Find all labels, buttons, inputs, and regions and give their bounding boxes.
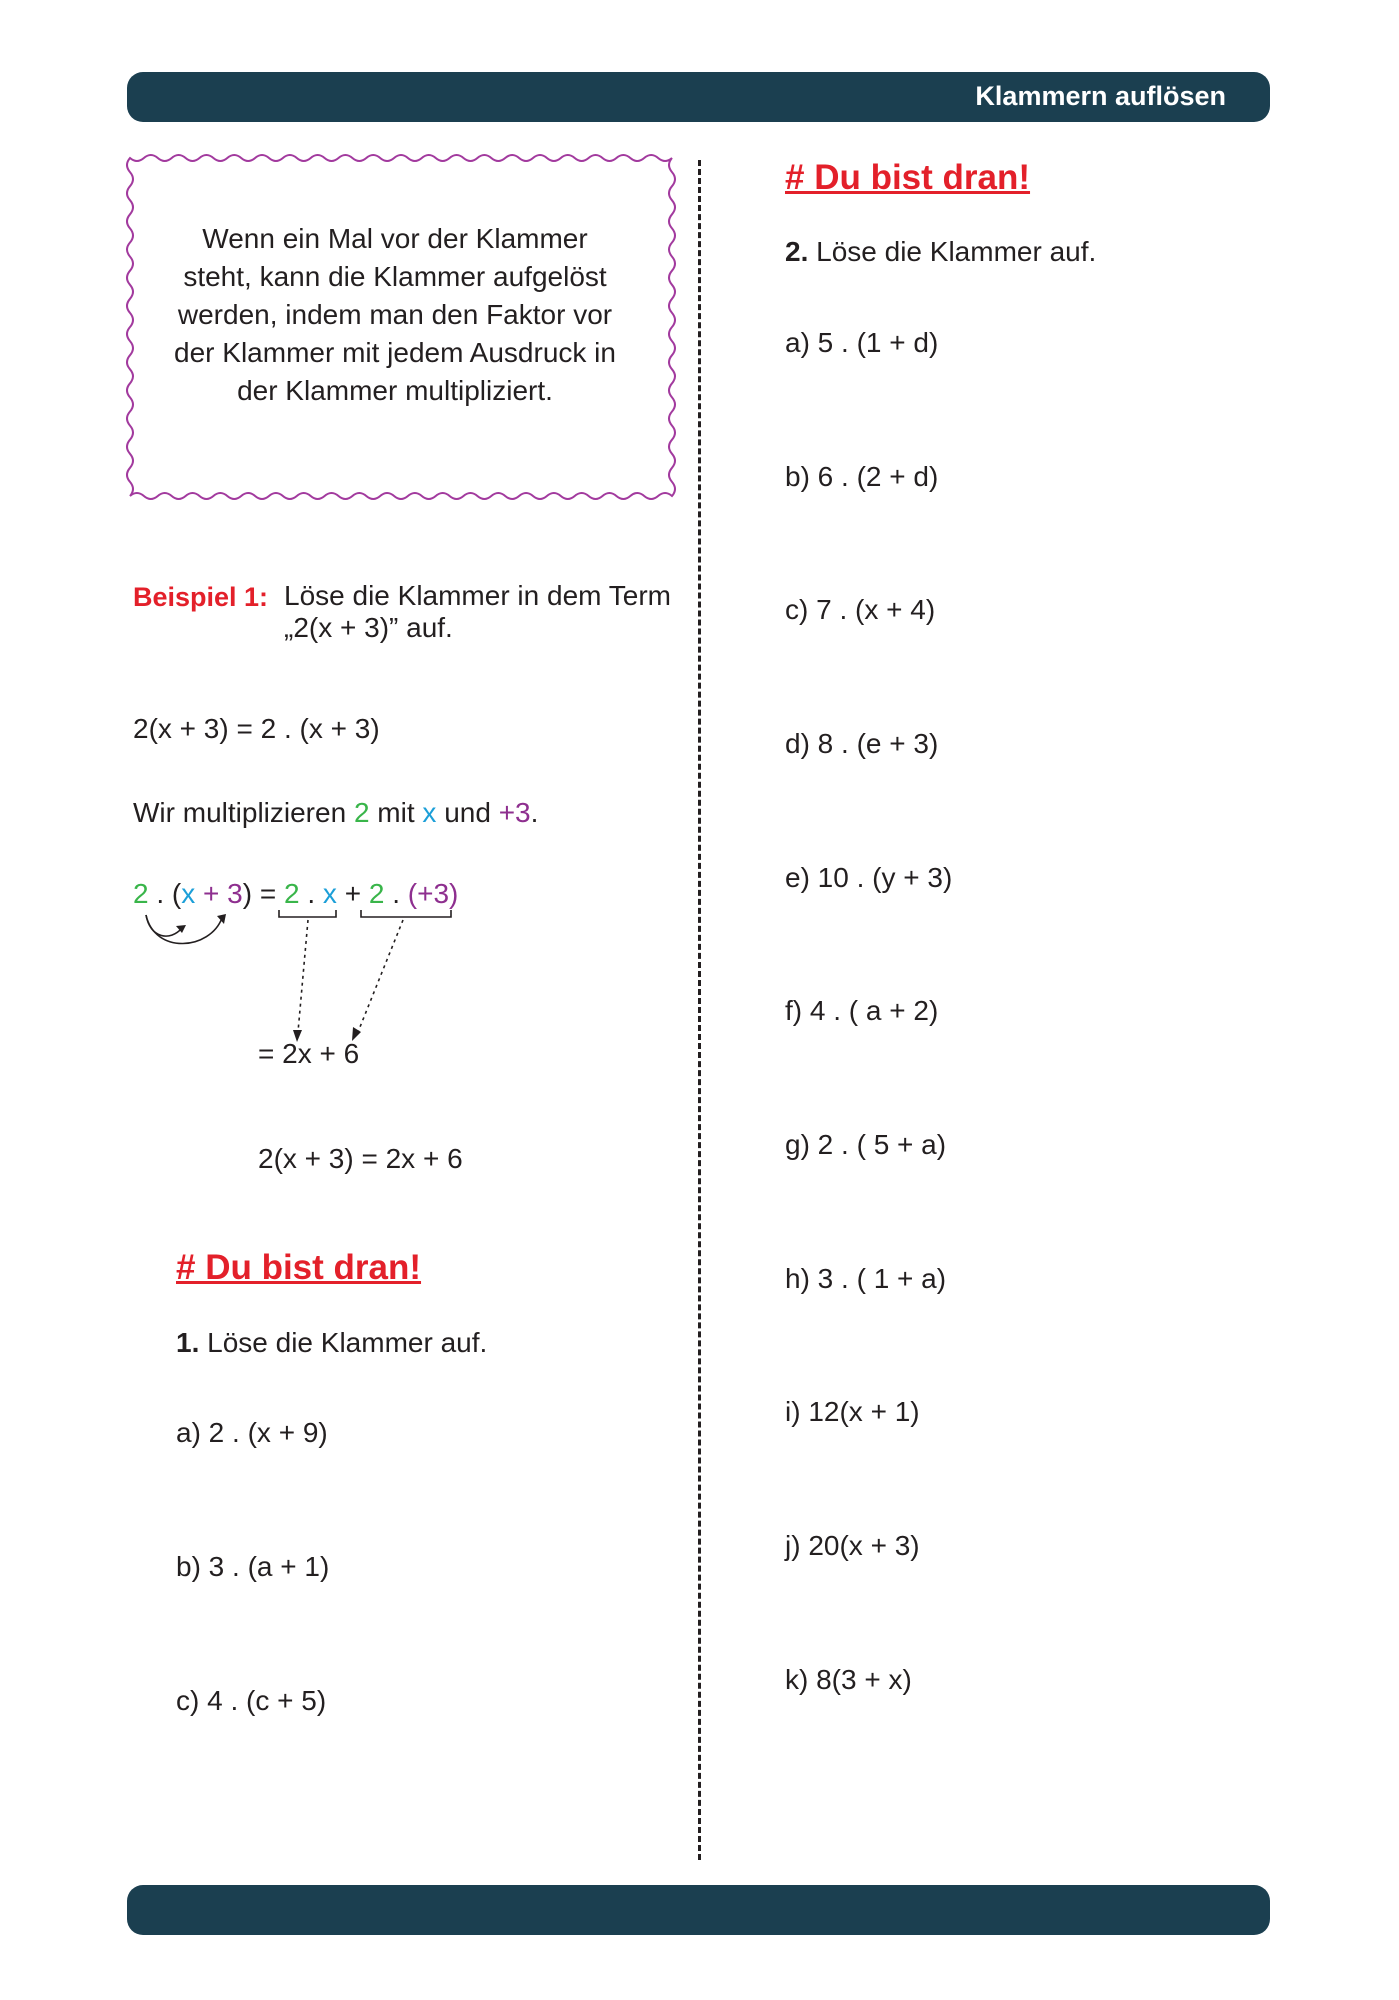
section1-heading: # Du bist dran! — [176, 1248, 422, 1287]
mult-period: . — [530, 797, 539, 828]
exp-rhs-factor: 2 — [368, 878, 385, 909]
example-result1: = 2x + 6 — [258, 1038, 360, 1069]
section1-item-b: b) 3 . (a + 1) — [176, 1551, 330, 1582]
mult-text-und: und — [444, 797, 491, 828]
section2-item-e: e) 10 . (y + 3) — [785, 862, 953, 893]
bracket-right — [361, 910, 451, 917]
section2-item-h: h) 3 . ( 1 + a) — [785, 1263, 947, 1294]
exp-mid-plus: + — [344, 878, 362, 909]
exp-const: 3 — [227, 878, 243, 909]
mult-term: +3 — [498, 797, 531, 828]
mult-text-part1: Wir multiplizieren — [133, 797, 347, 828]
dotted-arrow-right — [358, 920, 403, 1032]
exp-lhs-factor: 2 — [284, 878, 300, 909]
mult-variable: x — [422, 797, 437, 828]
section2-item-i: i) 12(x + 1) — [785, 1396, 920, 1427]
example-step1: 2(x + 3) = 2 . (x + 3) — [133, 713, 380, 744]
dotted-arrow-left — [298, 920, 308, 1032]
section1-task — [176, 1327, 487, 1359]
curved-arrow-to-3 — [146, 915, 222, 944]
section2-item-c: c) 7 . (x + 4) — [785, 594, 936, 625]
arrowhead-3 — [217, 914, 226, 924]
exp-close: ) — [242, 878, 253, 909]
exp-eq: = — [259, 878, 277, 909]
exp-lhs-dot: . — [307, 878, 316, 909]
exp-rhs-term: (+3) — [407, 878, 459, 909]
example-label: Beispiel 1: — [133, 582, 269, 612]
section2-heading: # Du bist dran! — [785, 158, 1031, 197]
exp-factor: 2 — [133, 878, 149, 909]
section2-item-g: g) 2 . ( 5 + a) — [785, 1129, 947, 1160]
section1-task-text: Löse die Klammer auf. — [207, 1327, 488, 1358]
section2-item-a: a) 5 . (1 + d) — [785, 327, 939, 358]
section1-task-number: 1. — [176, 1327, 200, 1358]
example-instruction-line1: Löse die Klammer in dem Term — [284, 580, 671, 611]
info-box-text: Wenn ein Mal vor der Klammer steht, kann die Klammer aufgelöst werden, indem man den Faktor vor der Klammer mit jedem Ausdruck in der Klammer multipliziert. — [174, 223, 616, 406]
section2-item-k: k) 8(3 + x) — [785, 1664, 912, 1695]
mult-number: 2 — [353, 797, 370, 828]
section2-task-text: Löse die Klammer auf. — [816, 236, 1097, 267]
example-result2: 2(x + 3) = 2x + 6 — [258, 1143, 463, 1174]
exp-rhs-dot: . — [392, 878, 400, 909]
section1-item-a: a) 2 . (x + 9) — [176, 1417, 328, 1448]
section2-item-b: b) 6 . (2 + d) — [785, 461, 939, 492]
page-title: Klammern auflösen — [975, 81, 1226, 111]
exp-plus: + — [203, 878, 220, 909]
section2-task-number: 2. — [785, 236, 809, 267]
expansion-line — [133, 878, 458, 910]
section2-task — [785, 236, 1096, 268]
exp-lhs-var: x — [322, 878, 337, 909]
curved-arrow-to-x — [146, 915, 182, 936]
example-instruction-line2: „2(x + 3)” auf. — [284, 612, 453, 643]
section1-item-c: c) 4 . (c + 5) — [176, 1685, 327, 1716]
multiply-sentence — [133, 797, 538, 829]
section2-item-j: j) 20(x + 3) — [785, 1530, 920, 1561]
section2-item-f: f) 4 . ( a + 2) — [785, 995, 939, 1026]
section2-item-d: d) 8 . (e + 3) — [785, 728, 939, 759]
mult-text-mit: mit — [377, 797, 415, 828]
exp-open: ( — [171, 878, 182, 909]
bracket-left — [279, 910, 336, 917]
exp-var: x — [181, 878, 196, 909]
exp-dot: . — [156, 878, 165, 909]
footer-bar — [127, 1885, 1270, 1935]
column-divider — [698, 160, 701, 1860]
